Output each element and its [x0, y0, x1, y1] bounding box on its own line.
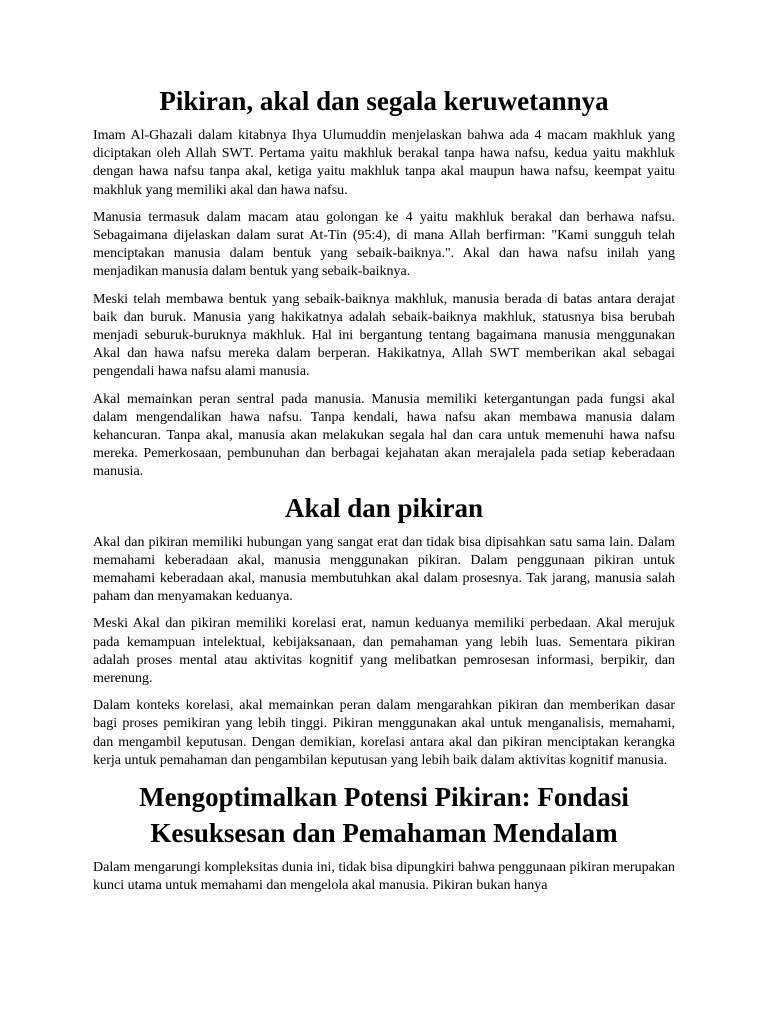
section3-paragraph-1: Dalam mengarungi kompleksitas dunia ini, tidak bisa dipungkiri bahwa penggunaan pikiran merupakan kunci utama untuk memahami dan mengelola akal manusia. Pikiran bukan hanya — [93, 860, 675, 894]
section2-paragraph-3: Dalam konteks korelasi, akal memainkan peran dalam mengarahkan pikiran dan memberikan dasar bagi proses pemikiran yang lebih tinggi. Pikiran menggunakan akal untuk menganalisis, memahami, dan mengambil keputusan. Dengan demikian, korelasi antara akal dan pikiran menciptakan kerangka kerja untuk pemahaman dan pengambilan keputusan yang lebih baik dalam aktivitas kognitif manusia. — [93, 698, 675, 768]
intro-paragraph-3: Meski telah membawa bentuk yang sebaik-baiknya makhluk, manusia berada di batas antara derajat baik dan buruk. Manusia yang hakikatnya adalah sebaik-baiknya makhluk, statusnya bisa berubah menjadi seburuk-buruknya makhluk. Hal ini bergantung tentang bagaimana manusia menggunakan Akal dan hawa nafsu mereka dalam berperan. Hakikatnya, Allah SWT memberikan akal sebagai pengendali hawa nafsu alami manusia. — [93, 291, 675, 380]
intro-paragraph-4: Akal memainkan peran sentral pada manusia. Manusia memiliki ketergantungan pada fungsi akal dalam mengendalikan hawa nafsu. Tanpa kendali, hawa nafsu akan membawa manusia dalam kehancuran. Tanpa akal, manusia akan melakukan segala hal dan cara untuk memenuhi hawa nafsu mereka. Pemerkosaan, pembunuhan dan berbagai kejahatan akan merajalela pada setiap keberadaan manusia. — [93, 391, 675, 480]
section-heading-akal-dan-pikiran: Akal dan pikiran — [284, 492, 484, 523]
document-title: Pikiran, akal dan segala keruwetannya — [159, 86, 609, 116]
section-heading-line-1: Mengoptimalkan Potensi Pikiran: Fondasi — [139, 782, 629, 813]
intro-paragraph-2: Manusia termasuk dalam macam atau golongan ke 4 yaitu makhluk berakal dan berhawa nafsu. Sebagaimana dijelaskan dalam surat At-Tin (95:4), di mana Allah berfirman: "Kami sungguh telah menciptakan manusia dalam bentuk yang sebaik-baiknya.". Akal dan hawa nafsu inilah yang menjadikan manusia dalam bentuk yang sebaik-baiknya. — [93, 209, 675, 280]
section-heading-mengoptimalkan — [93, 779, 675, 851]
intro-paragraph-1: Imam Al-Ghazali dalam kitabnya Ihya Ulumuddin menjelaskan bahwa ada 4 macam makhluk yang diciptakan oleh Allah SWT. Pertama yaitu makhluk berakal tanpa hawa nafsu, kedua yaitu makhluk dengan hawa nafsu tanpa akal, ketiga yaitu makhluk tanpa akal maupun hawa nafsu, keempat yaitu makhluk yang memiliki akal dan hawa nafsu. — [93, 128, 675, 198]
section2-paragraph-1: Akal dan pikiran memiliki hubungan yang sangat erat dan tidak bisa dipisahkan satu sama lain. Dalam memahami keberadaan akal, manusia menggunakan pikiran. Dalam penggunaan pikiran untuk memahami keberadaan akal, manusia membutuhkan akal dalam prosesnya. Tak jarang, manusia salah paham dan menyamakan keduanya. — [93, 534, 675, 605]
section2-paragraph-2: Meski Akal dan pikiran memiliki korelasi erat, namun keduanya memiliki perbedaan. Akal merujuk pada kemampuan intelektual, kebijaksanaan, dan pemahaman yang lebih luas. Sementara pikiran adalah proses mental atau aktivitas kognitif yang melibatkan pemrosesan informasi, berpikir, dan merenung. — [93, 616, 675, 687]
document-page — [93, 84, 675, 905]
section-heading-line-2: Kesuksesan dan Pemahaman Mendalam — [150, 818, 618, 849]
